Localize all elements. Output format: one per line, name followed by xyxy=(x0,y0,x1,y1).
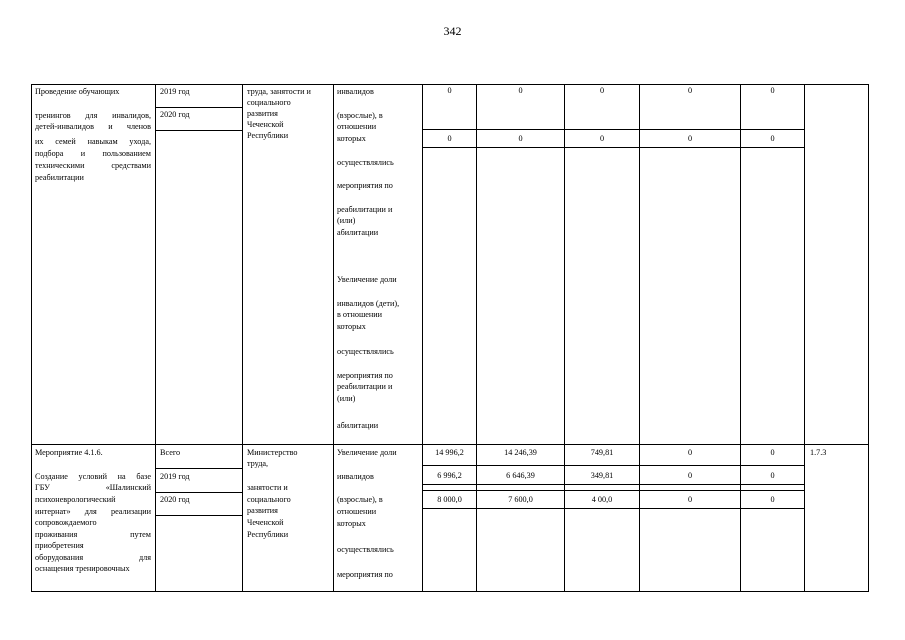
event-text-line: детей-инвалидов и членов xyxy=(35,122,151,131)
table-border-left xyxy=(31,84,32,592)
column-divider xyxy=(564,84,565,592)
value-row-divider xyxy=(422,484,805,485)
indicator-text-line: (или) xyxy=(337,394,356,403)
event-text-line: Создание условий на базе xyxy=(35,472,151,481)
value-cell: 0 xyxy=(599,86,605,95)
column-divider xyxy=(740,84,741,592)
value-cell: 0 xyxy=(770,495,775,504)
indicator-text-line: мероприятия по xyxy=(337,570,393,579)
value-cell: 0 xyxy=(687,134,693,143)
indicator-text-line: (взрослые), в xyxy=(337,495,383,504)
period-divider xyxy=(155,130,243,131)
executor-text-line: развития xyxy=(247,506,278,515)
page-number: 342 xyxy=(443,24,462,38)
executor-text-line: труда, xyxy=(247,459,269,468)
event-text-line: приобретения xyxy=(35,541,84,550)
indicator-text-line: которых xyxy=(337,134,366,143)
column-divider xyxy=(804,84,805,592)
value-cell: 0 xyxy=(770,471,775,480)
program-table xyxy=(31,84,869,592)
value-row-divider xyxy=(422,490,805,491)
period-divider xyxy=(155,515,243,516)
indicator-text-line: реабилитации и xyxy=(337,205,393,214)
indicator-text-line: мероприятия по xyxy=(337,181,393,190)
value-cell: 6 646,39 xyxy=(506,471,535,480)
period-divider xyxy=(155,107,243,108)
period-divider xyxy=(155,468,243,469)
indicator-text-line: (взрослые), в xyxy=(337,111,383,120)
value-cell: 749,81 xyxy=(590,448,614,457)
indicator-text-line: Увеличение доли xyxy=(337,448,397,457)
value-cell: 14 996,2 xyxy=(435,448,464,457)
indicator-text-line: инвалидов xyxy=(337,472,374,481)
event-text-line: оснащения тренировочных xyxy=(35,564,130,573)
value-cell: 6 996,2 xyxy=(437,471,462,480)
event-text-line: психоневрологический xyxy=(35,495,116,504)
value-cell: 349,81 xyxy=(590,471,614,480)
value-cell: 0 xyxy=(687,86,693,95)
executor-text-line: социального xyxy=(247,98,291,107)
indicator-text-line: которых xyxy=(337,322,366,331)
executor-text-line: социального xyxy=(247,495,291,504)
event-text-line: техническими средствами xyxy=(35,161,151,170)
indicator-text-line: инвалидов (дети), xyxy=(337,299,400,308)
value-cell: 0 xyxy=(518,134,523,143)
period-label: Всего xyxy=(160,448,181,457)
indicator-text-line: (или) xyxy=(337,216,356,225)
event-text-line: их семей навыкам ухода, xyxy=(35,137,151,146)
value-cell: 0 xyxy=(599,134,605,143)
event-text-line: подбора и пользованием xyxy=(35,149,151,158)
period-label: 2019 год xyxy=(160,87,190,96)
event-text-line: интернат» для реализации xyxy=(35,507,151,516)
value-row-divider xyxy=(422,508,805,509)
event-text-line: реабилитации xyxy=(35,173,84,182)
event-text-line: тренингов для инвалидов, xyxy=(35,111,151,120)
value-cell: 0 xyxy=(447,86,452,95)
column-divider xyxy=(333,84,334,592)
value-cell: 0 xyxy=(518,86,523,95)
event-text-line: ГБУ «Шалинский xyxy=(35,483,151,492)
executor-text-line: Чеченской xyxy=(247,518,284,527)
executor-text-line: Министерство xyxy=(247,448,298,457)
value-cell: 8 000,0 xyxy=(437,495,462,504)
indicator-text-line: Увеличение доли xyxy=(337,275,397,284)
value-cell: 0 xyxy=(770,86,775,95)
indicator-text-line: осуществлялись xyxy=(337,545,394,554)
value-cell: 14 246,39 xyxy=(504,448,537,457)
period-label: 2019 год xyxy=(160,472,190,481)
event-text-line: сопровождаемого xyxy=(35,518,97,527)
value-cell: 0 xyxy=(447,134,452,143)
event-title: Мероприятие 4.1.6. xyxy=(35,448,103,457)
event-text-line: Проведение обучающих xyxy=(35,87,120,96)
value-cell: 4 00,0 xyxy=(591,495,613,504)
period-label: 2020 год xyxy=(160,495,190,504)
executor-text-line: Республики xyxy=(247,530,289,539)
row-divider xyxy=(31,444,869,445)
indicator-text-line: которых xyxy=(337,519,366,528)
executor-text-line: занятости и xyxy=(247,483,288,492)
event-text-line: оборудования для xyxy=(35,553,151,562)
indicator-text-line: мероприятия по xyxy=(337,371,393,380)
value-cell: 0 xyxy=(687,448,693,457)
value-cell: 0 xyxy=(770,448,775,457)
value-row-divider xyxy=(422,129,805,130)
indicator-text-line: в отношении xyxy=(337,310,383,319)
executor-text-line: развития xyxy=(247,109,278,118)
indicator-text-line: осуществлялись xyxy=(337,158,394,167)
indicator-text-line: отношении xyxy=(337,122,377,131)
value-cell: 0 xyxy=(687,471,693,480)
column-divider xyxy=(639,84,640,592)
period-divider xyxy=(155,492,243,493)
table-border-right xyxy=(868,84,869,592)
table-border-bottom xyxy=(31,591,869,592)
period-label: 2020 год xyxy=(160,110,190,119)
column-divider xyxy=(422,84,423,592)
value-row-divider xyxy=(422,465,805,466)
event-text-line: проживания путем xyxy=(35,530,151,539)
indicator-text-line: отношении xyxy=(337,507,377,516)
indicator-text-line: осуществлялись xyxy=(337,347,394,356)
indicator-text-line: абилитации xyxy=(337,421,379,430)
value-cell: 0 xyxy=(770,134,775,143)
executor-text-line: Республики xyxy=(247,131,289,140)
indicator-text-line: реабилитации и xyxy=(337,382,393,391)
value-cell: 7 600,0 xyxy=(508,495,533,504)
indicator-link: 1.7.3 xyxy=(810,448,827,457)
column-divider xyxy=(476,84,477,592)
value-row-divider xyxy=(422,147,805,148)
executor-text-line: Чеченской xyxy=(247,120,284,129)
value-cell: 0 xyxy=(687,495,693,504)
indicator-text-line: инвалидов xyxy=(337,87,374,96)
indicator-text-line: абилитации xyxy=(337,228,379,237)
executor-text-line: труда, занятости и xyxy=(247,87,311,96)
